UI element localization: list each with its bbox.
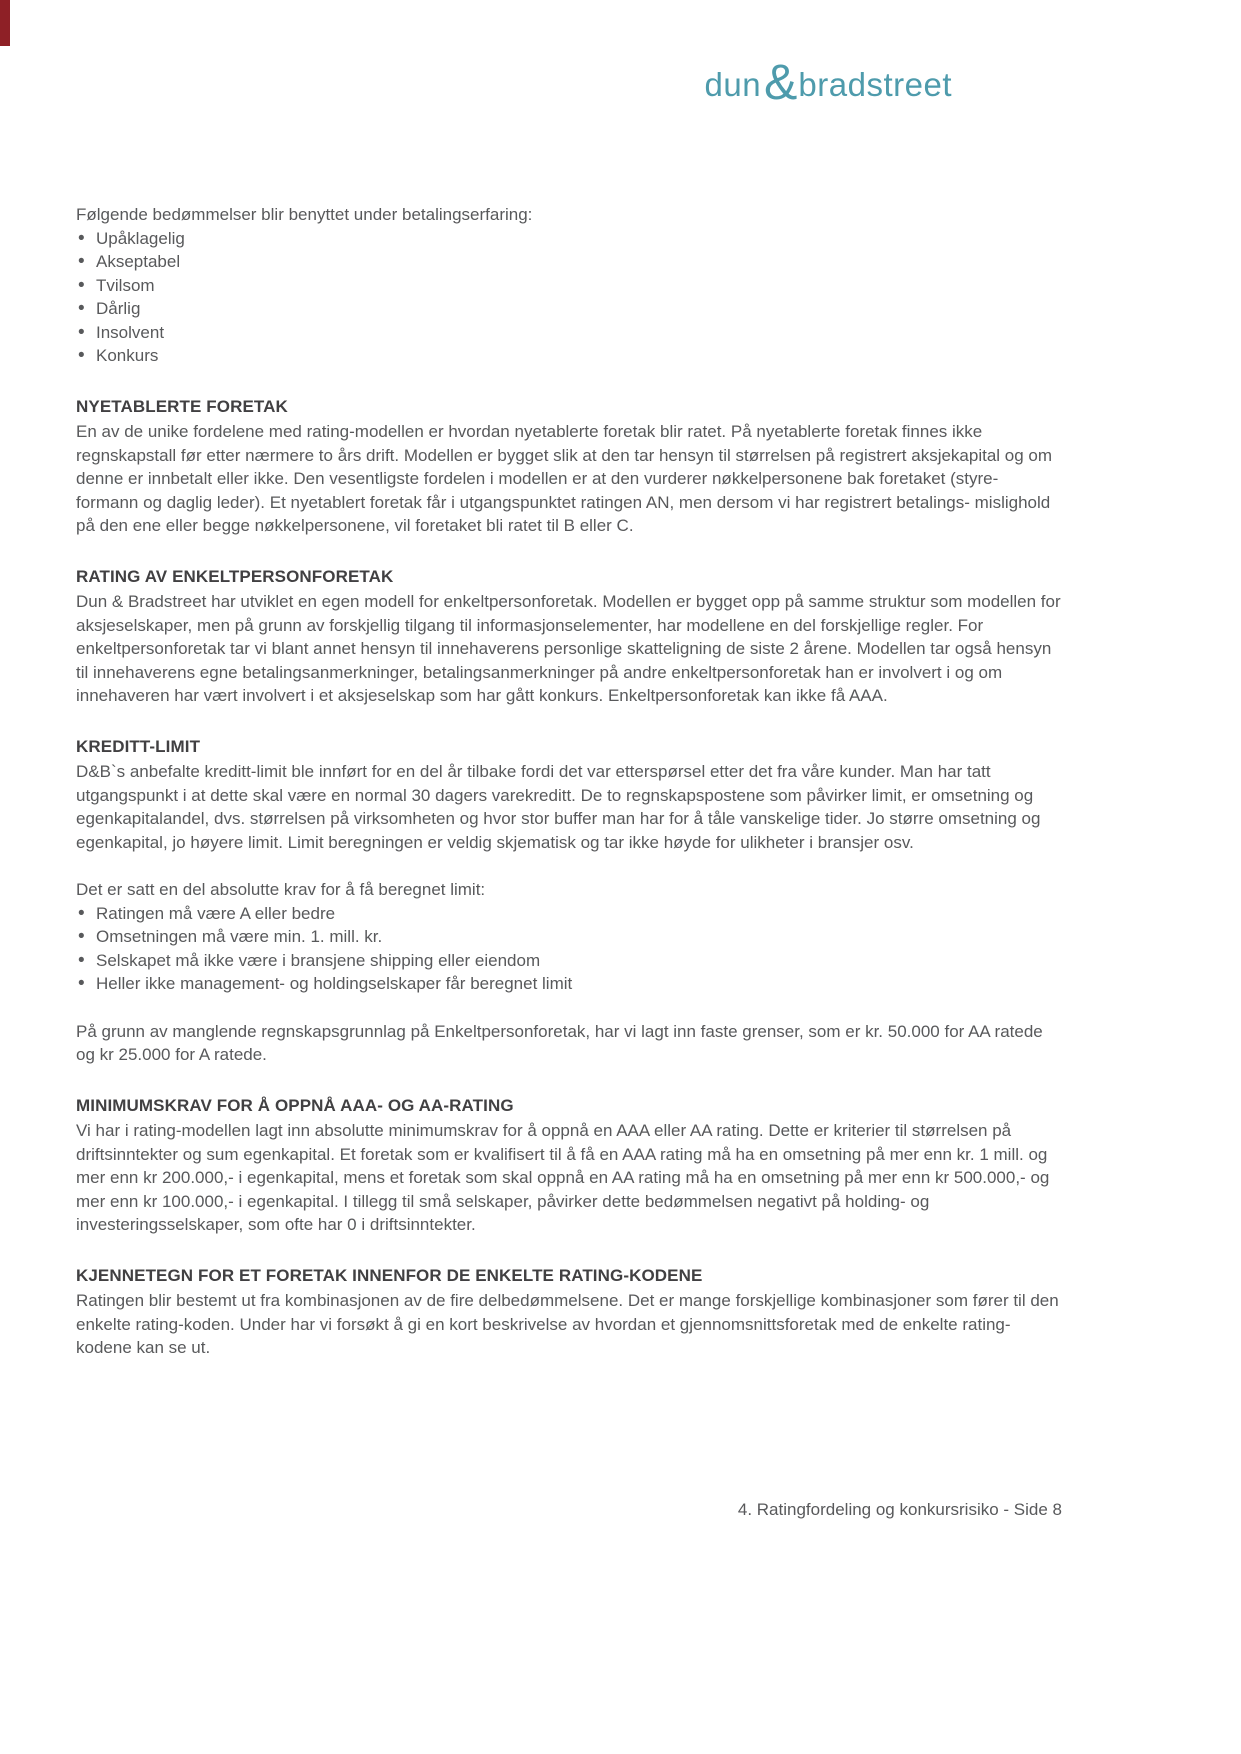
section-paragraph: Vi har i rating-modellen lagt inn absolutte minimumskrav for å oppnå en AAA eller AA rating. Dette er kriterier til størrelsen på driftsinntekter og sum egenkapital. Et foretak som er kvalifisert til å få en AAA rating må ha en omsetning på mer enn kr. 1 mill. og mer enn kr 200.000,- i egenkapital, mens et foretak som skal oppnå en AA rating må ha en omsetning på mer enn kr 500.000,- og mer enn kr 100.000,- i egenkapital. I tillegg til små selskaper, påvirker dette bedømmelsen negativt på holding- og investeringsselskaper, som ofte har 0 i driftsinntekter. bbox=[76, 1121, 1050, 1234]
logo-word-bradstreet: bradstreet bbox=[798, 66, 952, 103]
intro-lead: Følgende bedømmelser blir benyttet under betalingserfaring: bbox=[76, 205, 533, 224]
footer-page-label: 4. Ratingfordeling og konkursrisiko - Side 8 bbox=[737, 1500, 1062, 1519]
intro-bullet-list bbox=[76, 227, 1062, 368]
document-body bbox=[76, 203, 1062, 1360]
bullet-item: • Upåklagelig bbox=[76, 227, 1062, 251]
section-kjennetegn bbox=[76, 1264, 1062, 1360]
section-heading: RATING AV ENKELTPERSONFORETAK bbox=[76, 566, 394, 586]
section-heading: KJENNETEGN FOR ET FORETAK INNENFOR DE ENKELTE RATING-KODENE bbox=[76, 1265, 703, 1285]
bullet-item: • Ratingen må være A eller bedre bbox=[76, 902, 1062, 926]
section-kreditt-limit bbox=[76, 735, 1062, 1067]
section-paragraph: D&B`s anbefalte kreditt-limit ble innført for en del år tilbake fordi det var etterspørsel etter det fra våre kunder. Man har tatt utgangspunkt i at dette skal være en normal 30 dagers varekreditt. De to regnskapspostene som påvirker limit, er omsetning og egenkapitalandel, dvs. størrelsen på virksomheten og hvor stor buffer man har for å tåle vanskelige tider. Jo større omsetning og egenkapital, jo høyere limit. Limit beregningen er veldig skjematisk og tar ikke høyde for ulikheter i bransjer osv. bbox=[76, 762, 1041, 852]
bullet-item: • Heller ikke management- og holdingselskaper får beregnet limit bbox=[76, 972, 1062, 996]
logo-word-dun: dun bbox=[704, 66, 762, 103]
section-rating-enkeltpersonforetak bbox=[76, 565, 1062, 708]
section-paragraph: Ratingen blir bestemt ut fra kombinasjonen av de fire delbedømmelsene. Det er mange forskjellige kombinasjoner som fører til den enkelte rating-koden. Under har vi forsøkt å gi en kort beskrivelse av hvordan et gjennomsnittsforetak med de enkelte rating-kodene kan se ut. bbox=[76, 1291, 1059, 1357]
bullet-item: • Selskapet må ikke være i bransjene shipping eller eiendom bbox=[76, 949, 1062, 973]
bullet-item: • Tvilsom bbox=[76, 274, 1062, 298]
bullet-item: • Konkurs bbox=[76, 344, 1062, 368]
section-nyetablerte-foretak bbox=[76, 395, 1062, 538]
section-paragraph: På grunn av manglende regnskapsgrunnlag på Enkeltpersonforetak, har vi lagt inn faste grenser, som er kr. 50.000 for AA ratede og kr 25.000 for A ratede. bbox=[76, 1021, 1043, 1064]
bullet-item: • Akseptabel bbox=[76, 250, 1062, 274]
section-minimumskrav bbox=[76, 1094, 1062, 1237]
limit-krav-bullet-list bbox=[76, 902, 1062, 996]
dun-bradstreet-logo: dun & bradstreet bbox=[704, 54, 952, 110]
bullet-item: • Omsetningen må være min. 1. mill. kr. bbox=[76, 925, 1062, 949]
section-paragraph: Dun & Bradstreet har utviklet en egen modell for enkeltpersonforetak. Modellen er bygget opp på samme struktur som modellen for aksjeselskaper, men på grunn av forskjellig tilgang til informasjonselementer, har modellene en del forskjellige regler. For enkeltpersonforetak tar vi blant annet hensyn til innehaverens personlige skatteligning de siste 2 årene. Modellen tar også hensyn til innehaverens egne betalingsanmerkninger, betalingsanmerkninger på andre enkeltpersonforetak han er involvert i og om innehaveren har vært involvert i et aksjeselskap som har gått konkurs. Enkeltpersonforetak kan ikke få AAA. bbox=[76, 592, 1061, 705]
section-heading: KREDITT-LIMIT bbox=[76, 736, 201, 756]
section-heading: NYETABLERTE FORETAK bbox=[76, 396, 288, 416]
bullet-item: • Insolvent bbox=[76, 321, 1062, 345]
page-corner-mark bbox=[0, 0, 10, 46]
limit-krav-lead: Det er satt en del absolutte krav for å få beregnet limit: bbox=[76, 880, 486, 899]
bullet-item: • Dårlig bbox=[76, 297, 1062, 321]
section-paragraph: En av de unike fordelene med rating-modellen er hvordan nyetablerte foretak blir ratet. På nyetablerte foretak finnes ikke regnskapstall før etter nærmere to års drift. Modellen er bygget slik at den tar hensyn til størrelsen på registrert aksjekapital og om denne er innbetalt eller ikke. Den vesentligste fordelen i modellen er at den vurderer nøkkelpersonene bak foretaket (styre- formann og daglig leder). Et nyetablert foretak får i utgangspunktet ratingen AN, men dersom vi har registrert betalings- mislighold på den ene eller begge nøkkelpersonene, vil foretaket bli ratet til B eller C. bbox=[76, 422, 1053, 535]
section-heading: MINIMUMSKRAV FOR Å OPPNÅ AAA- OG AA-RATING bbox=[76, 1095, 514, 1115]
